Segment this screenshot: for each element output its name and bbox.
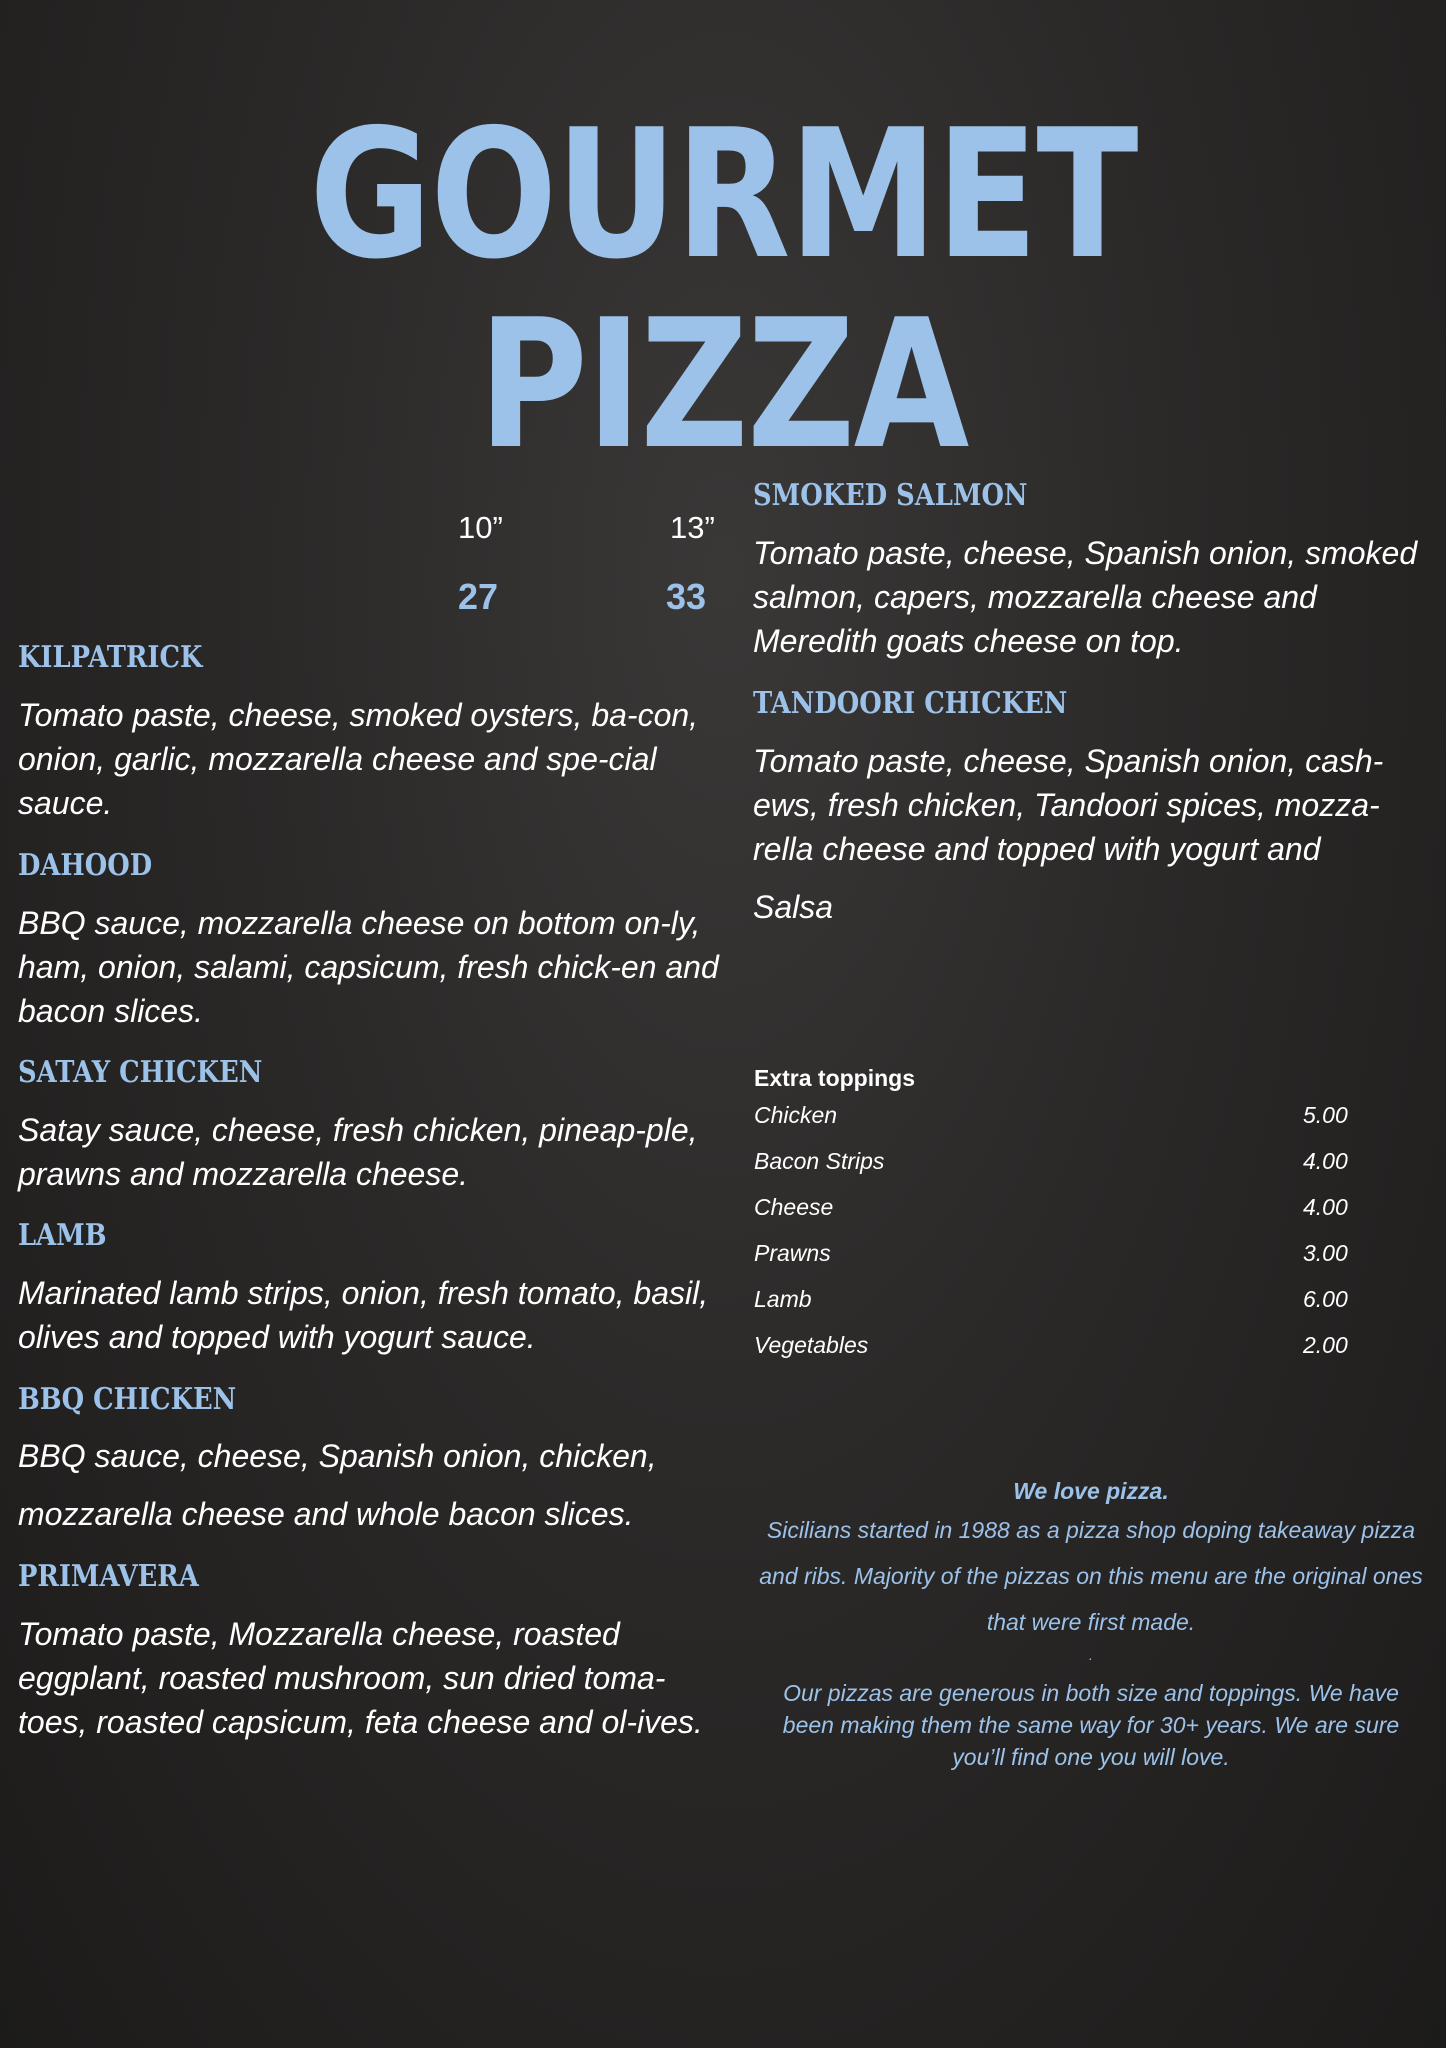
menu-item-satay-chicken	[18, 1055, 723, 1218]
topping-price: 4.00	[1303, 1194, 1348, 1220]
about-paragraph-history: Sicilians started in 1988 as a pizza shop doping takeaway pizza and ribs. Majority of the pizzas on this menu are the original ones that were first made.	[759, 1517, 1423, 1635]
item-description: Marinated lamb strips, onion, fresh tomato, basil, olives and topped with yogurt sauce.	[18, 1275, 709, 1355]
topping-name: Cheese	[754, 1194, 834, 1220]
right-menu-column	[753, 478, 1423, 929]
topping-row	[754, 1322, 1354, 1368]
price-10-inch: 27	[458, 576, 499, 617]
item-name: BBQ CHICKEN	[18, 1382, 237, 1417]
extra-toppings	[754, 1065, 1354, 1368]
item-description: Tomato paste, cheese, smoked oysters, ba-con, onion, garlic, mozzarella cheese and spe-cial sauce.	[18, 697, 699, 821]
topping-row	[754, 1276, 1354, 1322]
about-section	[755, 1478, 1427, 1773]
topping-name: Vegetables	[754, 1332, 869, 1358]
topping-name: Lamb	[754, 1286, 812, 1312]
item-name: LAMB	[18, 1218, 107, 1253]
size-13-inch: 13”	[670, 510, 715, 545]
topping-name: Prawns	[754, 1240, 831, 1266]
menu-item-smoked-salmon	[753, 478, 1423, 686]
about-heading: We love pizza.	[1013, 1478, 1169, 1504]
about-separator: .	[1089, 1647, 1093, 1663]
item-name: DAHOOD	[18, 848, 153, 883]
item-name: PRIMAVERA	[18, 1559, 199, 1594]
item-description: Tomato paste, cheese, Spanish onion, cash-ews, fresh chicken, Tandoori spices, mozza-rella cheese and topped with yogurt and	[753, 743, 1384, 867]
topping-row	[754, 1230, 1354, 1276]
topping-price: 3.00	[1303, 1240, 1348, 1266]
menu-title: GOURMET PIZZA	[309, 91, 1137, 488]
menu-item-dahood	[18, 848, 723, 1055]
item-description: Tomato paste, Mozzarella cheese, roasted eggplant, roasted mushroom, sun dried toma-toes, roasted capsicum, feta cheese and ol-ives.	[18, 1616, 703, 1740]
item-description: Satay sauce, cheese, fresh chicken, pineap-ple, prawns and mozzarella cheese.	[18, 1112, 698, 1192]
item-name: SMOKED SALMON	[753, 478, 1028, 513]
topping-price: 2.00	[1303, 1332, 1348, 1358]
size-10-inch: 10”	[458, 510, 503, 545]
about-paragraph-promise: Our pizzas are generous in both size and toppings. We have been making them the same way for 30+ years. We are sure you’ll find one you will love.	[782, 1680, 1400, 1770]
menu-item-primavera	[18, 1559, 723, 1744]
topping-price: 4.00	[1303, 1148, 1348, 1174]
item-name: KILPATRICK	[18, 640, 203, 675]
menu-item-bbq-chicken	[18, 1382, 723, 1559]
topping-price: 5.00	[1303, 1102, 1348, 1128]
menu-item-kilpatrick	[18, 640, 723, 848]
item-description: BBQ sauce, cheese, Spanish onion, chicken, mozzarella cheese and whole bacon slices.	[18, 1438, 657, 1532]
toppings-title: Extra toppings	[754, 1065, 916, 1091]
topping-row	[754, 1184, 1354, 1230]
topping-name: Chicken	[754, 1102, 838, 1128]
topping-row	[754, 1092, 1354, 1138]
topping-row	[754, 1138, 1354, 1184]
menu-item-tandoori-chicken	[753, 686, 1423, 929]
item-description: Tomato paste, cheese, Spanish onion, smoked salmon, capers, mozzarella cheese and Meredith goats cheese on top.	[753, 535, 1418, 659]
topping-price: 6.00	[1303, 1286, 1348, 1312]
menu-item-lamb	[18, 1218, 723, 1382]
item-description-continued: Salsa	[753, 889, 834, 925]
topping-name: Bacon Strips	[754, 1148, 885, 1174]
item-name: SATAY CHICKEN	[18, 1055, 263, 1090]
left-menu-column	[18, 640, 723, 1744]
price-13-inch: 33	[666, 576, 707, 617]
item-name: TANDOORI CHICKEN	[753, 686, 1068, 721]
item-description: BBQ sauce, mozzarella cheese on bottom on-ly, ham, onion, salami, capsicum, fresh chick-en and bacon slices.	[18, 905, 719, 1029]
